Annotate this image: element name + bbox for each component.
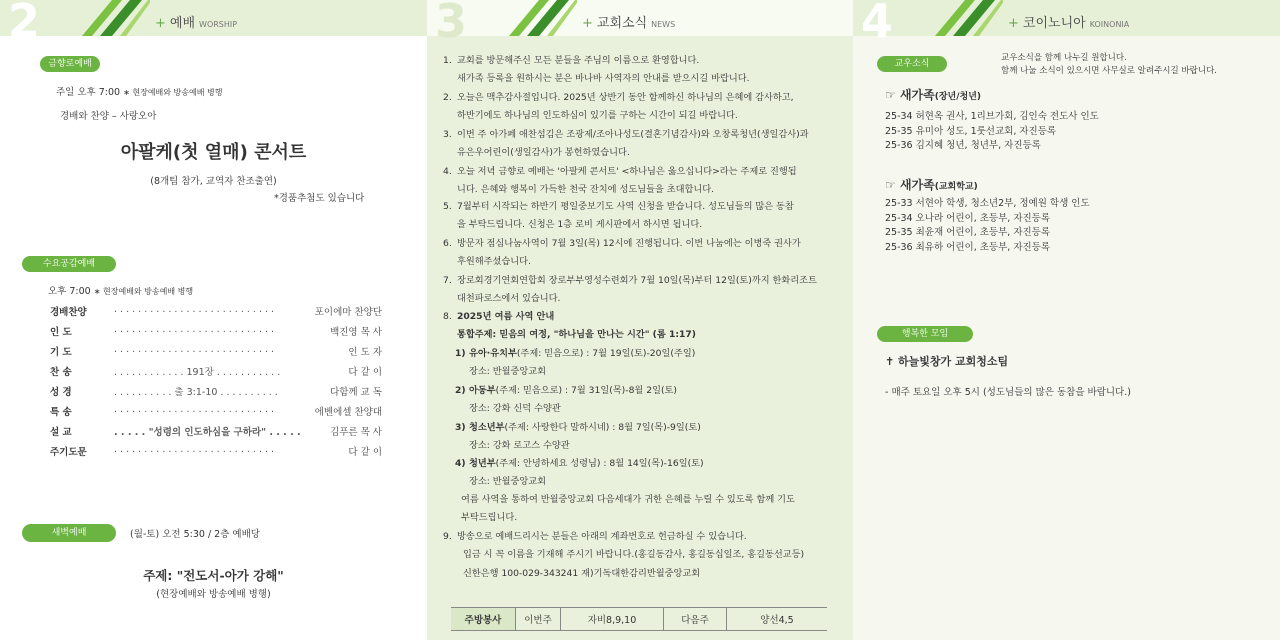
new-family-school-list: [885, 197, 1090, 255]
list-item: 25-36 최유하 어린이, 초등부, 자진등록: [885, 241, 1051, 253]
news-item: 6. 방문자 점심나눔사역이 7월 3일(목) 12시에 진행됩니다. 이번 나눔에는 이병죽 권사가 후원해주셨습니다.: [443, 238, 801, 268]
leaf-stripes-icon: [913, 0, 1003, 36]
pointing-hand-icon: ☞: [885, 178, 900, 192]
order-row: 특 송 . . . . . . . . . . . . . . . . . . . . . . . . . . . 에벤에셀 찬양대: [50, 404, 382, 418]
leaf-stripes-icon: [487, 0, 577, 36]
news-item: 5. 7월부터 시작되는 하반기 평일중보기도 사역 신청을 받습니다. 성도님들의 많은 동참 을 부탁드립니다. 신청은 1층 로비 게시판에서 하시면 됩니다.: [443, 201, 794, 231]
news-item: 2. 오늘은 맥추감사절입니다. 2025년 상반기 동안 함께하신 하나님의 은혜에 감사하고, 하반기에도 하나님의 인도하심이 있기를 구하는 시간이 되길 바랍니다.: [443, 92, 794, 122]
section-title: + 예배 WORSHIP: [155, 16, 238, 31]
order-row: 주기도문 . . . . . . . . . . . . . . . . . . . . . . . . . . . 다 같 이: [50, 444, 382, 458]
order-row: 찬 송 . . . . . . . . . . . . 191장 . . . . . . . . . . . 다 같 이: [50, 367, 382, 378]
list-item: 25-34 오나라 어린이, 초등부, 자진등록: [885, 212, 1051, 224]
friday-sub: 경배와 찬양 – 사랑오아: [60, 111, 157, 122]
dawn-time: (월-토) 오전 5:30 / 2층 예배당: [130, 529, 260, 540]
next-week-label: 다음주: [664, 608, 727, 631]
cross-icon: ✝: [885, 355, 899, 368]
wednesday-time: 오후 7:00 ∗ 현장예배와 방송예배 병행: [48, 286, 194, 297]
dawn-worship-pill: 새벽예배: [22, 524, 116, 542]
new-family-adult-title: ☞ 새가족(장년/청년): [885, 88, 982, 102]
friday-worship-pill: 금향로예배: [40, 56, 100, 72]
camp-item: 2) 아동부(주제: 믿음으로) : 7월 31일(목)-8월 2일(토) 장소: 강화 신덕 수양관: [455, 385, 677, 415]
meeting-detail: - 매주 토요일 오후 5시 (성도님들의 많은 동참을 바랍니다.): [885, 387, 1131, 398]
concert-title: 아팔케(첫 열매) 콘서트: [120, 142, 307, 163]
news-item: 3. 이번 주 아가페 애찬섬김은 조광제/조아나성도(결혼기념감사)와 오창록청년(생일감사)과 유은우어린이(생일감사)가 봉헌하였습니다.: [443, 129, 809, 159]
list-item: 25-34 허현옥 권사, 1리브가회, 김인숙 전도사 인도: [885, 111, 1099, 122]
order-row: 기 도 . . . . . . . . . . . . . . . . . . . . . . . . . . . 인 도 자: [50, 344, 382, 358]
camp-item: 1) 유아·유치부(주제: 믿음으로) : 7월 19일(토)-20일(주일) 장소: 반월중앙교회: [455, 348, 696, 378]
worship-header: [0, 0, 427, 48]
friday-time: 주일 오후 7:00 ∗ 현장예배와 방송예배 병행: [56, 87, 223, 98]
summer-ministry: 8. 2025년 여름 사역 안내 통합주제: 믿음의 여정, "하나님을 만나는 시간" (롬 1:17): [443, 311, 697, 341]
new-family-adult-list: [885, 110, 1099, 154]
order-row: 인 도 . . . . . . . . . . . . . . . . . . . . . . . . . . . 백진영 목 사: [50, 324, 382, 338]
page-number: 3: [435, 0, 467, 48]
members-intro: 교우소식을 함께 나누길 원합니다. 함께 나눌 소식이 있으시면 사무실로 알려주시길 바랍니다.: [1001, 53, 1217, 76]
kitchen-service-table: [451, 607, 827, 631]
summer-closing: 여름 사역을 통하여 반월중앙교회 다음세대가 귀한 은혜를 누릴 수 있도록 함께 기도 부탁드립니다.: [461, 494, 795, 524]
news-header: [427, 0, 853, 48]
list-item: 25-33 서현아 학생, 청소년2부, 정예원 학생 인도: [885, 198, 1090, 209]
news-item: 1. 교회를 방문해주신 모든 분들을 주님의 이름으로 환영합니다. 새가족 등록을 원하시는 분은 바나바 사역자의 안내를 받으시길 바랍니다.: [443, 55, 750, 85]
order-row: 경배찬양 . . . . . . . . . . . . . . . . . . . . . . . . . . . 포이에마 찬양단: [50, 304, 382, 318]
dawn-theme: 주제: "전도서-아가 강해": [143, 568, 284, 583]
order-row: 성 경 . . . . . . . . . . 출 3:1-10 . . . . . . . . . . 다함께 교 독: [50, 387, 382, 398]
camp-item: 4) 청년부(주제: 안녕하세요 성령님) : 8월 14일(목)-16일(토) 장소: 반월중앙교회: [455, 458, 704, 488]
section-title: + 교회소식 NEWS: [582, 16, 676, 31]
prize-note: *경품추첨도 있습니다: [274, 193, 365, 204]
wednesday-worship-pill: 수요공감예배: [22, 256, 116, 272]
news-panel: [427, 0, 853, 640]
page-number: 4: [861, 0, 893, 48]
table-head: 주방봉사: [451, 608, 516, 631]
page-number: 2: [8, 0, 40, 48]
leaf-stripes-icon: [60, 0, 150, 36]
meeting-title: ✝ 하늘빛창가 교회청소팀: [885, 355, 1009, 368]
members-news-pill: 교우소식: [877, 56, 947, 72]
list-item: 25-36 김지혜 청년, 청년부, 자진등록: [885, 140, 1041, 151]
dawn-sub: (현장예배와 방송예배 병행): [156, 589, 271, 600]
section-title: + 코이노니아 KOINONIA: [1008, 16, 1130, 31]
koinonia-panel: [853, 0, 1280, 640]
news-item: 7. 장로회경기연회연합회 장로부부영성수련회가 7월 10일(목)부터 12일(토)까지 한화리조트 대천파로스에서 있습니다.: [443, 275, 817, 305]
list-item: 25-35 최윤재 어린이, 초등부, 자진등록: [885, 227, 1051, 238]
new-family-school-title: ☞ 새가족(교회학교): [885, 178, 978, 192]
worship-panel: [0, 0, 427, 640]
order-row: 설 교 . . . . . "성령의 인도하심을 구하라" . . . . . 김푸른 목 사: [50, 427, 382, 438]
next-week-value: 양선4,5: [727, 608, 828, 631]
news-item: 4. 오늘 저녁 금향로 예배는 '아팔케 콘서트' <하나님은 옳으십니다>라는 주제로 진행됩 니다. 은혜와 행복이 가득한 천국 잔치에 성도님들을 초대합니다.: [443, 166, 797, 196]
pointing-hand-icon: ☞: [885, 88, 900, 102]
happy-meeting-pill: 행복한 모임: [877, 326, 973, 342]
list-item: 25-35 유미아 성도, 1룻선교회, 자진등록: [885, 125, 1057, 137]
concert-sub: (8개팀 참가, 교역자 찬조출연): [150, 176, 277, 187]
this-week-label: 이번주: [516, 608, 561, 631]
this-week-value: 자비8,9,10: [561, 608, 664, 631]
offering-notice: 9. 방송으로 예배드리시는 분들은 아래의 계좌번호로 헌금하실 수 있습니다. 입금 시 꼭 이름을 기재해 주시기 바랍니다.(홍길동감사, 홍길동십일조, 홍길동선교등) 신한은행 100-029-343241 재)기독대한감리반월중앙교회: [443, 531, 805, 579]
koinonia-header: [853, 0, 1280, 48]
camp-item: 3) 청소년부(주제: 사랑한다 말하시네) : 8월 7일(목)-9일(토) 장소: 강화 로고스 수양관: [455, 422, 701, 452]
